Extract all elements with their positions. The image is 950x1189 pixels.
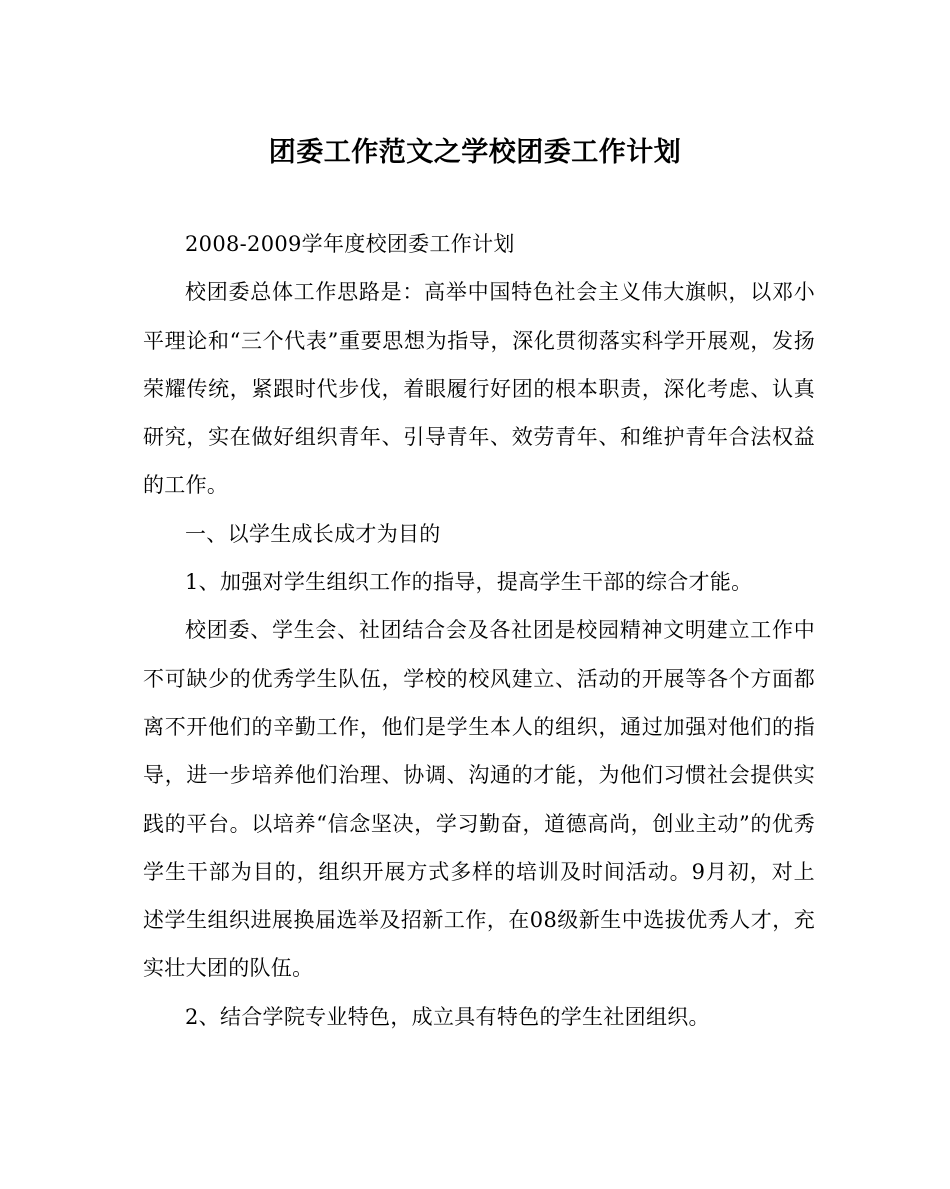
document-body xyxy=(143,220,815,1041)
paragraph-item-1: 1、加强对学生组织工作的指导，提高学生干部的综合才能。 xyxy=(185,570,753,595)
paragraph-year-plan: 2008-2009学年度校团委工作计划 xyxy=(185,232,515,256)
paragraph-student-organizations: 校团委、学生会、社团结合会及各社团是校园精神文明建立工作中不可缺少的优秀学生队伍，学校的校风建立、活动的开展等各个方面都离不开他们的辛勤工作，他们是学生本人的组织，通过加强对他们的指导，进一步培养他们治理、协调、沟通的才能，为他们习惯社会提供实践的平台。以培养“信念坚决，学习勤奋，道德高尚，创业主动”的优秀学生干部为目的，组织开展方式多样的培训及时间活动。9月初，对上述学生组织进展换届选举及招新工作，在08级新生中选拔优秀人才，充实壮大团的队伍。 xyxy=(143,618,815,981)
document-title: 团委工作范文之学校团委工作计划 xyxy=(268,137,682,168)
paragraph-overall-thinking: 校团委总体工作思路是：高举中国特色社会主义伟大旗帜，以邓小平理论和“三个代表”重要思想为指导，深化贯彻落实科学开展观，发扬荣耀传统，紧跟时代步伐，着眼履行好团的根本职责，深化考虑、认真研究，实在做好组织青年、引导青年、效劳青年、和维护青年合法权益的工作。 xyxy=(143,280,815,498)
section-heading-one: 一、以学生成长成才为目的 xyxy=(185,521,441,546)
paragraph-item-2: 2、结合学院专业特色，成立具有特色的学生社团组织。 xyxy=(185,1004,710,1029)
